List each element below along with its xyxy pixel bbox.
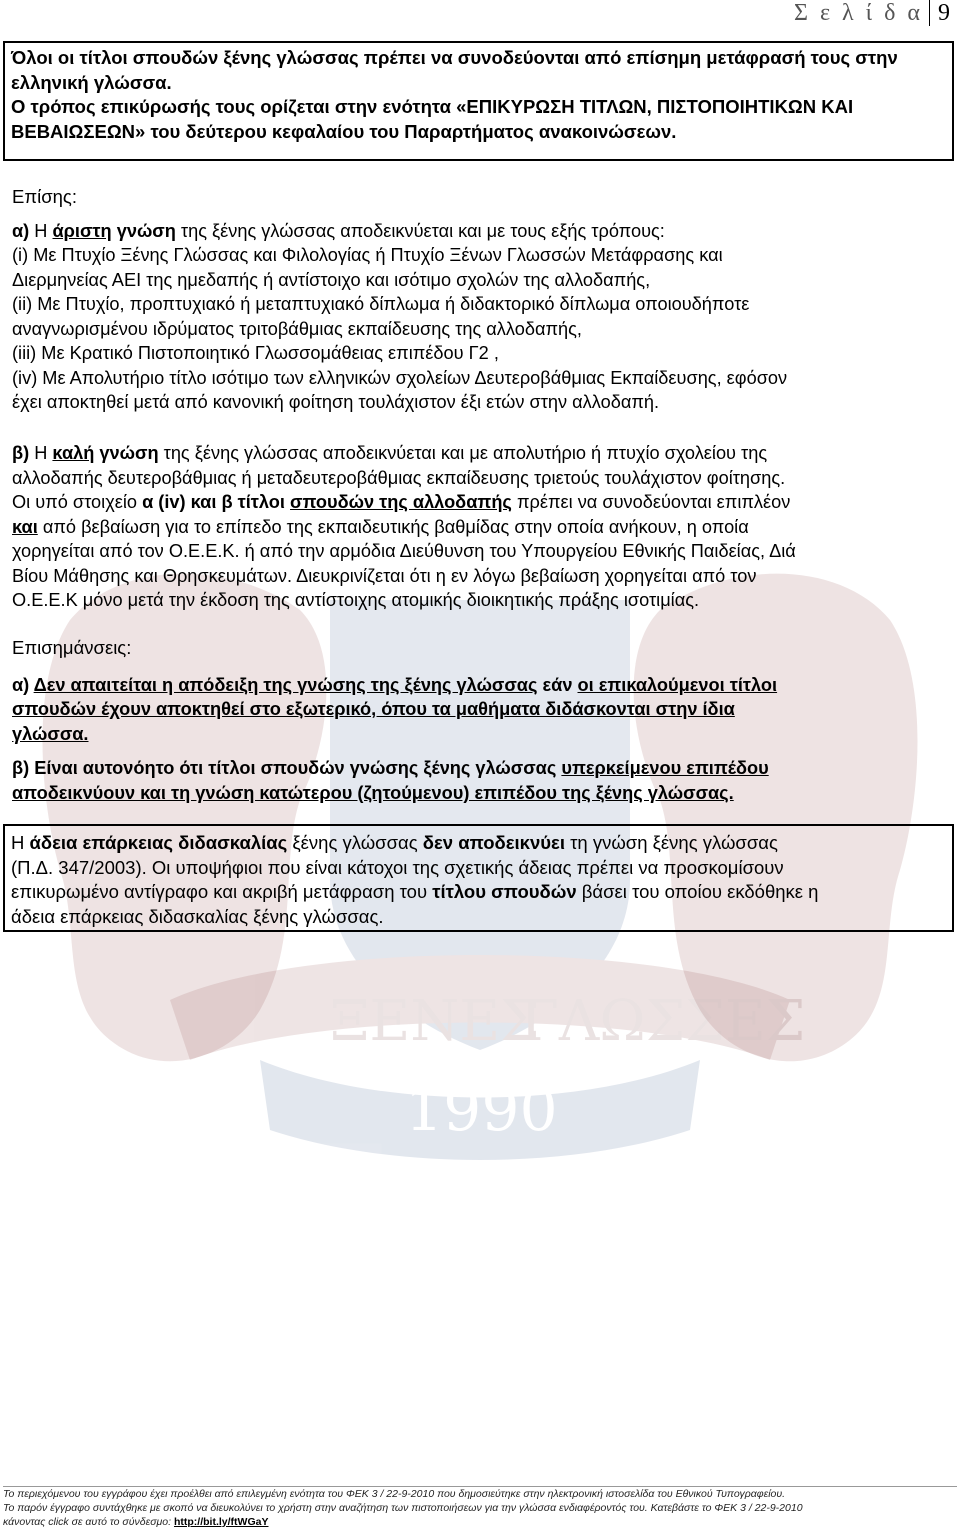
page-number [794,0,950,27]
text-line: Οι υπό στοιχείο α (iv) και β τίτλοι σπουδών της αλλοδαπής πρέπει να συνοδεύονται επιπλέον [12,492,791,512]
list-line: (iv) Με Απολυτήριο τίτλο ισότιμο των ελληνικών σχολείων Δευτεροβάθμιας Εκπαίδευσης, εφόσον [12,367,788,388]
good-knowledge-line: β) Η καλή γνώση της ξένης γλώσσας αποδεικνύεται και με απολυτήριο ή πτυχίο σχολείου της [12,443,768,463]
text-line: και από βεβαίωση για το επίπεδο της εκπαιδευτικής βαθμίδας στην οποία ανήκουν, η οποία [12,516,749,537]
list-line: αναγνωρισμένου ιδρύματος τριτοβάθμιας εκπαίδευσης της αλλοδαπής, [12,318,582,339]
text-line: Βίου Μάθησης και Θρησκευμάτων. Διευκρινίζεται ότι η εν λόγω βεβαίωση χορηγείται από τον [12,565,757,586]
translation-notice-box [3,41,954,161]
list-line: (ii) Με Πτυχίο, προπτυχιακό ή μεταπτυχιακό δίπλωμα ή διδακτορικό δίπλωμα οποιουδήποτε [12,294,750,314]
notes-section [12,636,942,805]
notes-title: Επισημάνσεις: [12,637,132,658]
episis-title: Επίσης: [12,186,77,207]
excellent-knowledge-line: α) Η άριστη γνώση της ξένης γλώσσας αποδεικνύεται και με τους εξής τρόπους: [12,220,665,241]
page-label: Σ ε λ ί δ α [793,0,923,26]
footer [3,1486,957,1533]
list-line: έχει αποκτηθεί μετά από κανονική φοίτηση τουλάχιστον έξι ετών στην αλλοδαπή. [12,392,660,412]
translation-notice: Όλοι οι τίτλοι σπουδών ξένης γλώσσας πρέπει να συνοδεύονται από επίσημη μετάφρασή τους στην ελληνική γλώσσα. [11,47,898,93]
validation-notice: Ο τρόπος επικύρωσής τους ορίζεται στην ενότητα «ΕΠΙΚΥΡΩΣΗ ΤΙΤΛΩΝ, ΠΙΣΤΟΠΟΙΗΤΙΚΩΝ ΚΑΙ ΒΕΒΑΙΩΣΕΩΝ» του δεύτερου κεφαλαίου του Παραρτήματος ανακοινώσεων. [11,96,854,142]
text-line: χορηγείται από τον Ο.Ε.Ε.Κ. ή από την αρμόδια Διεύθυνση του Υπουργείου Εθνικής Παιδείας, Διά [12,541,796,561]
teaching-license-box [3,824,954,932]
note-b-line: β) Είναι αυτονόητο ότι τίτλοι σπουδών γνώσης ξένης γλώσσας υπερκείμενου επιπέδου [12,758,769,778]
page-num: 9 [929,0,950,26]
footer-line: Το παρόν έγγραφο συντάχθηκε με σκοπό να διευκολύνει το χρήστη στην αναζήτηση των πιστοποιήσεων για την γλώσσα ενδιαφέροντός του. Κατεβάστε το ΦΕΚ 3 / 22-9-2010 [3,1502,803,1514]
episis-section [12,185,942,415]
watermark-text-2: ΓΛΩΣΣΕΣ [520,989,806,1054]
license-line: άδεια επάρκειας διδασκαλίας ξένης γλώσσας. [11,905,384,927]
note-a-line: γλώσσα. [12,723,89,744]
watermark-year: 1990 [405,1075,558,1145]
good-knowledge-section [12,441,942,613]
license-line: Η άδεια επάρκειας διδασκαλίας ξένης γλώσσας δεν αποδεικνύει τη γνώση ξένης γλώσσας [11,832,778,853]
text-line: αλλοδαπής δευτεροβάθμιας ή μεταδευτεροβάθμιας εκπαίδευσης τριετούς τουλάχιστον φοίτησης. [12,467,786,488]
footer-line: κάνοντας click σε αυτό το σύνδεσμο: http://bit.ly/ftWGaY [3,1516,269,1528]
list-line: (iii) Με Κρατικό Πιστοποιητικό Γλωσσομάθειας επιπέδου Γ2 , [12,343,499,363]
note-a-line: α) Δεν απαιτείται η απόδειξη της γνώσης της ξένης γλώσσας εάν οι επικαλούμενοι τίτλοι [12,674,778,695]
note-a-line: σπουδών έχουν αποκτηθεί στο εξωτερικό, όπου τα μαθήματα διδάσκονται στην ίδια [12,699,735,719]
footer-line: Το περιεχόμενου του εγγράφου έχει προέλθει από επιλεγμένη ενότητα του ΦΕΚ 3 / 22-9-2010 που δημοσιεύτηκε στην ηλεκτρονική ιστοσελίδα του Εθνικού Τυπογραφείου. [3,1488,786,1500]
text-line: Ο.Ε.Ε.Κ μόνο μετά την έκδοση της αντίστοιχης ατομικής διοικητικής πράξης ισοτιμίας. [12,590,700,610]
watermark-text-1: ΞΕΝΕΣ [330,989,540,1054]
list-line: Διερμηνείας ΑΕΙ της ημεδαπής ή αντίστοιχο και ισότιμο σχολών της αλλοδαπής, [12,269,651,290]
license-line: (Π.Δ. 347/2003). Οι υποψήφιοι που είναι κάτοχοι της σχετικής άδειας πρέπει να προσκομίσουν [11,856,784,878]
note-b-line: αποδεικνύουν και τη γνώση κατώτερου (ζητούμενου) επιπέδου της ξένης γλώσσας. [12,782,734,803]
fek-link[interactable]: http://bit.ly/ftWGaY [173,1516,269,1528]
list-line: (i) Με Πτυχίο Ξένης Γλώσσας και Φιλολογίας ή Πτυχίο Ξένων Γλωσσών Μετάφρασης και [12,245,723,265]
license-line: επικυρωμένο αντίγραφο και ακριβή μετάφραση του τίτλου σπουδών βάσει του οποίου εκδόθηκε η [11,881,819,902]
